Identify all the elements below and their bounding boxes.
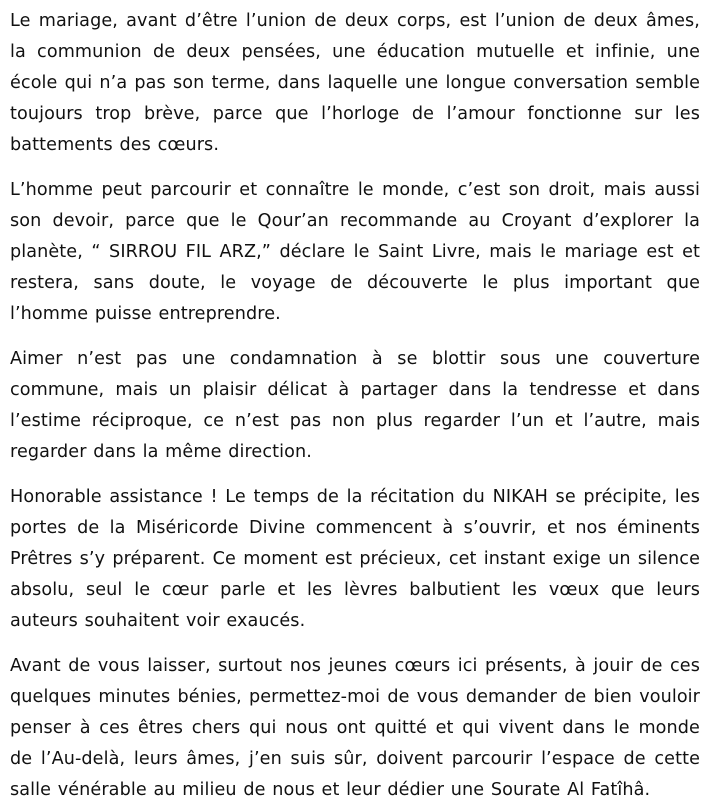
paragraph-nikah-recitation: Honorable assistance ! Le temps de la récitation du NIKAH se précipite, les portes de la Miséricorde Divine commencent à s’ouvrir, et nos éminents Prêtres s’y préparent. Ce moment est précieux, cet instant exige un silence absolu, seul le cœur parle et les lèvres balbutient les vœux que leurs auteurs souhaitent voir exaucés. (10, 487, 700, 631)
paragraph-marriage-union: Le mariage, avant d’être l’union de deux corps, est l’union de deux âmes, la communion de deux pensées, une éducation mutuelle et infinie, une école qui n’a pas son terme, dans laquelle une longue conversation semble toujours trop brève, parce que l’horloge de l’amour fonctionne sur les battements des cœurs. (10, 11, 700, 155)
paragraph-remembrance-fatiha: Avant de vous laisser, surtout nos jeunes cœurs ici présents, à jouir de ces quelques minutes bénies, permettez-moi de vous demander de bien vouloir penser à ces êtres chers qui nous ont quitté et qui vivent dans le monde de l’Au-delà, leurs âmes, j’en suis sûr, doivent parcourir l’espace de cette salle vénérable au milieu de nous et leur dédier une Sourate Al Fatîhâ. (10, 656, 700, 800)
paragraph-love-direction: Aimer n’est pas une condamnation à se blottir sous une couverture commune, mais un plaisir délicat à partager dans la tendresse et dans l’estime réciproque, ce n’est pas non plus regarder l’un et l’autre, mais regarder dans la même direction. (10, 349, 700, 462)
paragraph-explore-world: L’homme peut parcourir et connaître le monde, c’est son droit, mais aussi son devoir, parce que le Qour’an recommande au Croyant d’explorer la planète, “ SIRROU FIL ARZ,” déclare le Saint Livre, mais le mariage est et restera, sans doute, le voyage de découverte le plus important que l’homme puisse entreprendre. (10, 180, 700, 324)
